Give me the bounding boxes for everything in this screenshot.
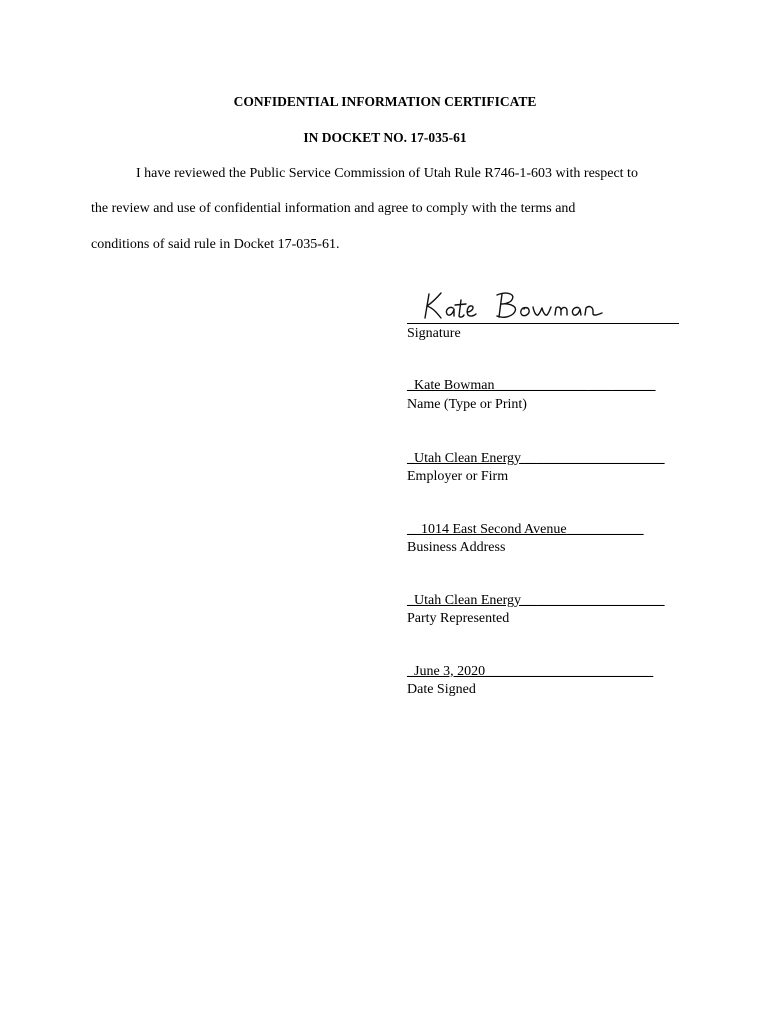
signature-line [407, 323, 679, 324]
party-value: _Utah Clean Energy__ __________________ [407, 593, 665, 608]
handwritten-signature [407, 284, 679, 324]
date-caption: Date Signed [407, 682, 476, 697]
name-value: _Kate Bowman_____________ ___ ______ [407, 378, 656, 393]
name-caption: Name (Type or Print) [407, 397, 527, 412]
party-caption: Party Represented [407, 611, 510, 626]
body-text-line-3: conditions of said rule in Docket 17-035-61. [91, 237, 340, 252]
body-text-line-2: the review and use of confidential information and agree to comply with the terms and [91, 201, 576, 216]
date-value: _June 3, 2020________________________ [407, 664, 654, 679]
employer-value: _Utah Clean Energy__ __________________ [407, 451, 665, 466]
date-field-value [407, 664, 653, 680]
docket-number-heading: IN DOCKET NO. 17-035-61 [303, 130, 467, 145]
signature-caption: Signature [407, 326, 461, 341]
body-text-line-1: I have reviewed the Public Service Commission of Utah Rule R746-1-603 with respect to [136, 166, 638, 181]
employer-caption: Employer or Firm [407, 469, 509, 484]
address-value: __1014 East Second Avenue___________ [407, 522, 644, 537]
employer-field-value [407, 451, 665, 467]
party-field-value [407, 593, 665, 609]
address-caption: Business Address [407, 540, 506, 555]
name-field-value [407, 378, 655, 394]
document-title: CONFIDENTIAL INFORMATION CERTIFICATE [233, 94, 537, 109]
address-field-value [407, 522, 644, 538]
